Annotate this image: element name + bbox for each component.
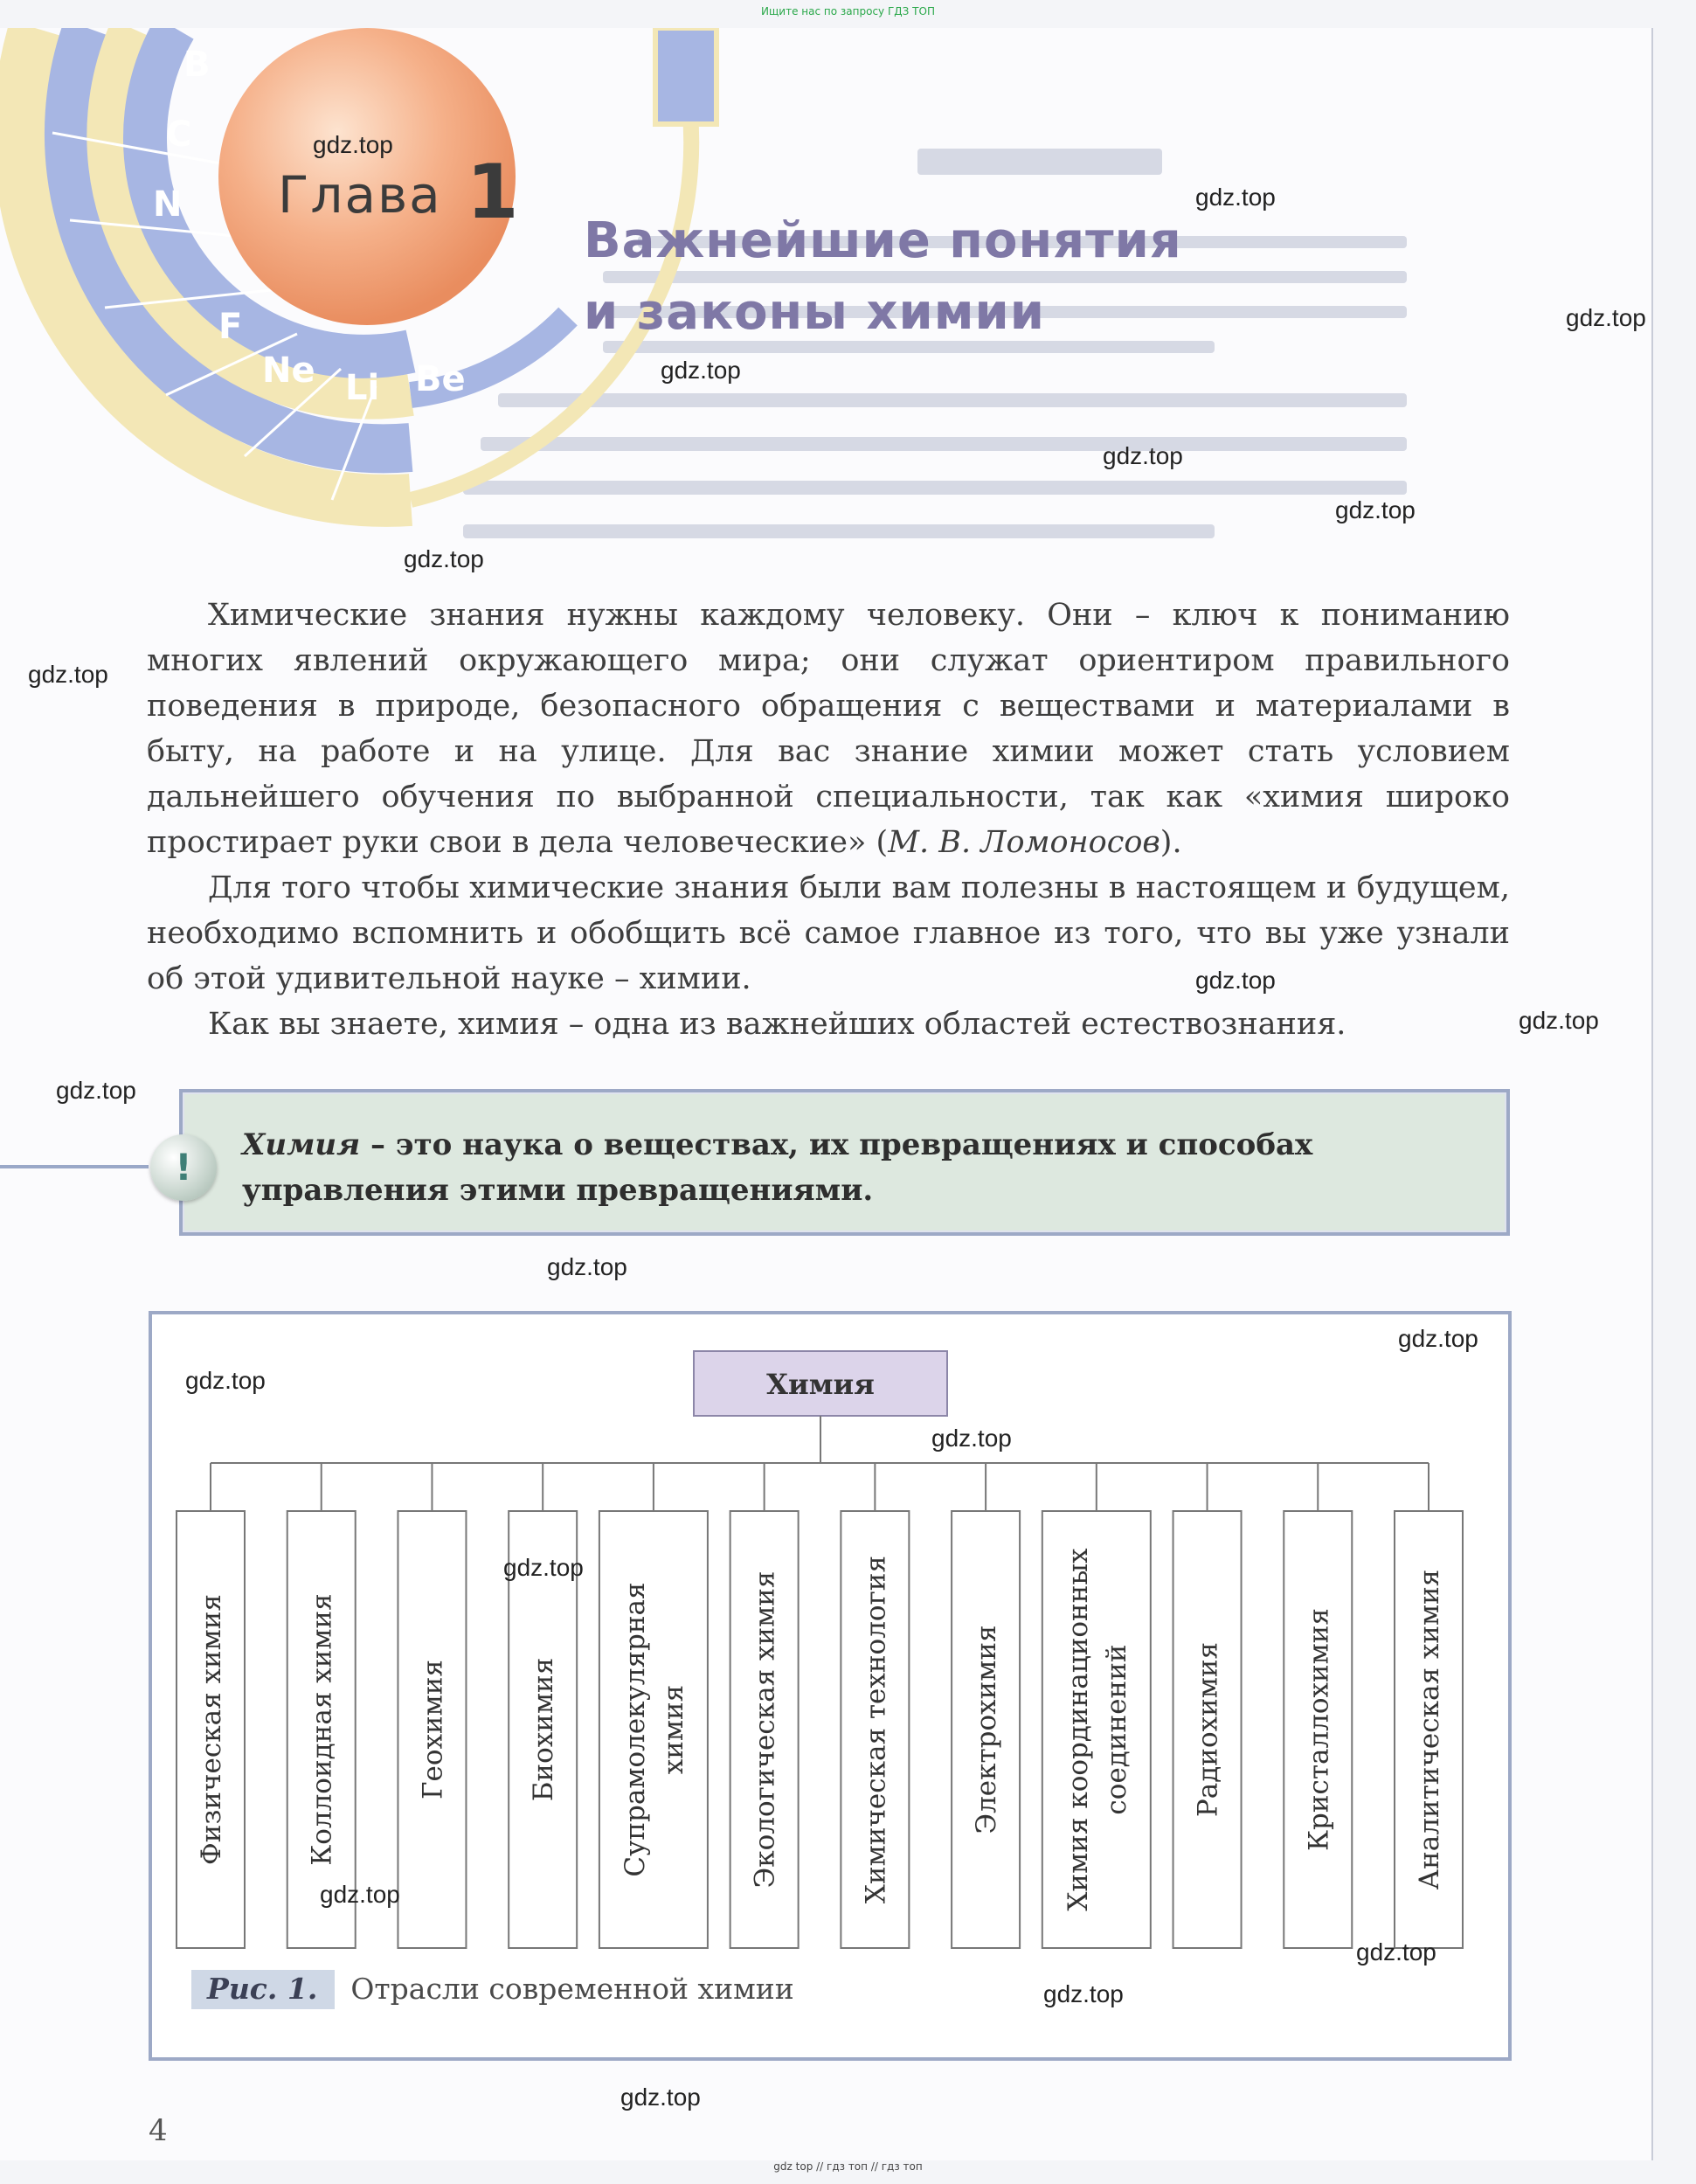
watermark[interactable]: gdz.top	[185, 1367, 266, 1394]
paragraph-1-text: Химические знания нужны каждому человеку. Они – ключ к пониманию многих явлений окружающего мира; они служат ориентиром правильного поведения в природе, безопасного обращения с веществами и материалами в быту, на работе и на улице. Для вас знание химии может стать условием дальнейшего обучения по выбранной специальности, так как «химия широко простирает руки свои в дела человеческие» (	[147, 598, 1510, 860]
watermark[interactable]: gdz.top	[1356, 1938, 1436, 1966]
watermark[interactable]: gdz.top	[503, 1554, 584, 1581]
chapter-title	[584, 205, 1182, 349]
exclamation-icon: !	[150, 1134, 217, 1201]
element-f: F	[218, 307, 243, 347]
definition-term: Химия	[242, 1127, 361, 1162]
watermark[interactable]: gdz.top	[28, 661, 108, 688]
element-be: Be	[415, 359, 466, 399]
element-n: N	[153, 184, 183, 225]
watermark[interactable]: gdz.top	[1195, 967, 1276, 994]
branch-label: Геохимия	[417, 1659, 449, 1800]
watermark[interactable]: gdz.top	[661, 357, 741, 384]
branch-label: Кристаллохимия	[1303, 1607, 1335, 1852]
element-b: B	[183, 45, 211, 85]
branch-label: Химия координационных	[1062, 1548, 1094, 1911]
page-number: 4	[149, 2113, 168, 2148]
paragraph-1	[147, 593, 1510, 865]
watermark[interactable]: gdz.top	[320, 1881, 400, 1908]
branch-label: Супрамолекулярная	[619, 1582, 651, 1877]
definition-body: – это наука о веществах, их превращениях и способах управления этими превращениями.	[242, 1127, 1313, 1208]
watermark[interactable]: gdz.top	[56, 1077, 136, 1104]
branch-label: Химическая технология	[860, 1555, 892, 1904]
element-ne: Ne	[262, 350, 315, 391]
top-banner[interactable]: Ищите нас по запросу ГДЗ ТОП	[761, 5, 935, 17]
definition-text	[242, 1122, 1492, 1213]
watermark[interactable]: gdz.top	[404, 545, 484, 572]
branch-label: Физическая химия	[196, 1594, 227, 1865]
watermark[interactable]: gdz.top	[620, 2083, 701, 2111]
paragraph-1-end: ).	[1160, 825, 1182, 860]
branch-label: Биохимия	[528, 1657, 560, 1802]
watermark[interactable]: gdz.top	[547, 1253, 627, 1280]
chapter-label	[278, 149, 521, 236]
paragraph-3: Как вы знаете, химия – одна из важнейших областей естествознания.	[208, 1007, 1346, 1042]
figure-caption-text: Отрасли современной химии	[350, 1972, 794, 2006]
top-right-blue-bar	[655, 28, 716, 124]
branch-box	[599, 1511, 708, 1948]
watermark[interactable]: gdz.top	[313, 131, 393, 158]
branch-label: химия	[657, 1684, 689, 1775]
definition-box	[179, 1089, 1510, 1236]
watermark[interactable]: gdz.top	[1103, 442, 1183, 469]
branch-label: Аналитическая химия	[1414, 1569, 1445, 1890]
watermark[interactable]: gdz.top	[1398, 1325, 1478, 1352]
branch-label: соединений	[1100, 1644, 1132, 1815]
branch-label: Экологическая химия	[749, 1570, 781, 1889]
definition-accent-line	[0, 1165, 149, 1168]
chemistry-branches-diagram	[152, 1314, 1508, 2057]
element-li: Li	[345, 368, 380, 408]
branch-label: Радиохимия	[1192, 1641, 1224, 1818]
root-label: Химия	[766, 1368, 875, 1401]
watermark[interactable]: gdz.top	[1566, 304, 1646, 331]
figure-caption	[191, 1970, 794, 2009]
figure-1	[149, 1311, 1512, 2061]
branch-box	[1042, 1511, 1151, 1948]
watermark[interactable]: gdz.top	[1043, 1980, 1124, 2007]
chapter-title-line2: и законы химии	[584, 284, 1045, 341]
element-c: C	[166, 114, 192, 155]
branch-label: Коллоидная химия	[306, 1593, 338, 1866]
watermark[interactable]: gdz.top	[1335, 496, 1416, 523]
intro-text	[147, 593, 1510, 1047]
chapter-word: Глава	[278, 165, 442, 225]
watermark[interactable]: gdz.top	[1519, 1007, 1599, 1034]
footer-links[interactable]: gdz top // гдз топ // гдз топ	[773, 2160, 923, 2173]
paragraph-2: Для того чтобы химические знания были вам полезны в настоящем и будущем, необходимо вспомнить и обобщить всё самое главное из того, что вы уже узнали об этой удивительной науке – химии.	[147, 870, 1510, 996]
lomonosov-signature: М. В. Ломоносов	[888, 825, 1160, 860]
watermark[interactable]: gdz.top	[1195, 184, 1276, 211]
chapter-title-line1: Важнейшие понятия	[584, 212, 1182, 269]
branch-label: Электрохимия	[971, 1625, 1003, 1834]
figure-caption-label: Рис. 1.	[191, 1970, 335, 2009]
chapter-number: 1	[466, 149, 521, 236]
watermark[interactable]: gdz.top	[931, 1425, 1012, 1452]
